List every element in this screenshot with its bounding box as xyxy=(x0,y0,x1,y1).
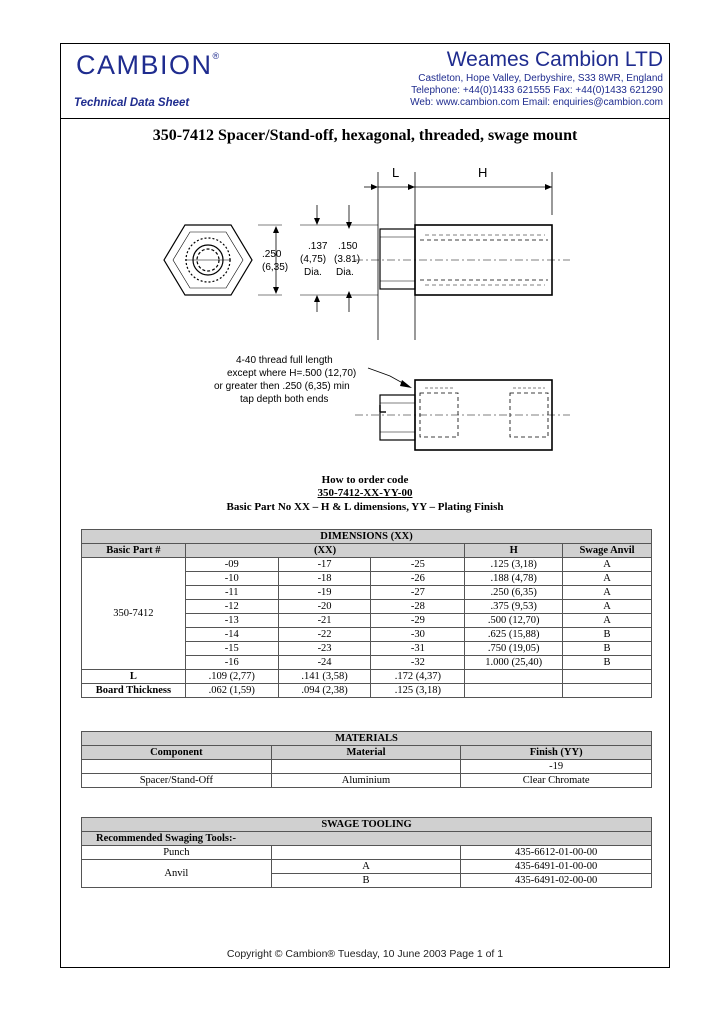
table-cell: .094 (2,38) xyxy=(278,684,371,698)
basic-part-number: 350-7412 xyxy=(82,558,186,670)
table-cell: B xyxy=(563,656,652,670)
thread-note-3: or greater then .250 (6,35) min xyxy=(214,381,350,392)
company-name: Weames Cambion LTD xyxy=(446,48,663,71)
table-cell: .172 (4,37) xyxy=(371,670,465,684)
table-cell: -18 xyxy=(278,572,371,586)
punch-label: Punch xyxy=(82,846,272,860)
col-swage-anvil: Swage Anvil xyxy=(563,544,652,558)
table-cell: -11 xyxy=(185,586,278,600)
dia-label-1: Dia. xyxy=(304,267,322,278)
table-cell: A xyxy=(563,600,652,614)
table-cell: -25 xyxy=(371,558,465,572)
thread-note-1: 4-40 thread full length xyxy=(236,355,333,366)
table-cell: -15 xyxy=(185,642,278,656)
anvil-a-part: 435-6491-01-00-00 xyxy=(461,860,652,874)
dimensions-title: DIMENSIONS (XX) xyxy=(82,530,652,544)
table-cell: -27 xyxy=(371,586,465,600)
col-h: H xyxy=(465,544,563,558)
material-value: Aluminium xyxy=(271,774,461,788)
table-cell: .188 (4,78) xyxy=(465,572,563,586)
dim-137: .137 xyxy=(308,241,328,252)
table-cell: B xyxy=(563,642,652,656)
table-cell: -30 xyxy=(371,628,465,642)
table-cell: 1.000 (25,40) xyxy=(465,656,563,670)
table-cell: .125 (3,18) xyxy=(371,684,465,698)
table-cell: A xyxy=(563,558,652,572)
table-cell: -21 xyxy=(278,614,371,628)
company-phone: Telephone: +44(0)1433 621555 Fax: +44(0)1433 621290 xyxy=(411,85,663,96)
table-cell: -26 xyxy=(371,572,465,586)
anvil-b-label: B xyxy=(271,874,461,888)
dia-label-2: Dia. xyxy=(336,267,354,278)
anvil-a-label: A xyxy=(271,860,461,874)
order-code-heading: How to order code xyxy=(321,474,409,486)
table-cell: -20 xyxy=(278,600,371,614)
table-cell: -28 xyxy=(371,600,465,614)
table-cell: .125 (3,18) xyxy=(465,558,563,572)
component-value: Spacer/Stand-Off xyxy=(82,774,272,788)
table-cell: .750 (19,05) xyxy=(465,642,563,656)
swage-tooling-table xyxy=(81,817,652,888)
row-l-label: L xyxy=(82,670,186,684)
table-cell: -23 xyxy=(278,642,371,656)
dim-150: .150 xyxy=(338,241,358,252)
table-cell: -09 xyxy=(185,558,278,572)
technical-drawing xyxy=(150,160,580,460)
table-cell: -17 xyxy=(278,558,371,572)
punch-part: 435-6612-01-00-00 xyxy=(461,846,652,860)
swage-title: SWAGE TOOLING xyxy=(82,818,652,832)
thread-note-4: tap depth both ends xyxy=(240,394,329,405)
table-cell: .625 (15,88) xyxy=(465,628,563,642)
anvil-label: Anvil xyxy=(82,860,272,888)
dimensions-table xyxy=(81,529,652,698)
table-row xyxy=(82,558,652,572)
table-cell: -29 xyxy=(371,614,465,628)
table-cell: -31 xyxy=(371,642,465,656)
col-xx: (XX) xyxy=(185,544,464,558)
dim-250: .250 xyxy=(262,249,282,260)
table-cell: .375 (9,53) xyxy=(465,600,563,614)
table-cell: -32 xyxy=(371,656,465,670)
materials-title: MATERIALS xyxy=(82,732,652,746)
anvil-b-part: 435-6491-02-00-00 xyxy=(461,874,652,888)
table-cell: -19 xyxy=(278,586,371,600)
table-cell: -12 xyxy=(185,600,278,614)
col-finish: Finish (YY) xyxy=(461,746,652,760)
order-code-explanation: Basic Part No XX – H & L dimensions, YY – Plating Finish xyxy=(226,501,504,513)
table-cell: A xyxy=(563,586,652,600)
label-L: L xyxy=(392,165,400,180)
table-cell: B xyxy=(563,628,652,642)
table-cell: -22 xyxy=(278,628,371,642)
company-web: Web: www.cambion.com Email: enquiries@cambion.com xyxy=(410,97,663,108)
header-divider xyxy=(60,118,670,119)
table-cell: -13 xyxy=(185,614,278,628)
dim-137-mm: (4,75) xyxy=(300,254,327,265)
label-H: H xyxy=(478,165,488,180)
table-cell: A xyxy=(563,572,652,586)
col-component: Component xyxy=(82,746,272,760)
copyright-footer: Copyright © Cambion® Tuesday, 10 June 2003 Page 1 of 1 xyxy=(226,948,504,960)
table-cell: -16 xyxy=(185,656,278,670)
col-material: Material xyxy=(271,746,461,760)
table-cell: .500 (12,70) xyxy=(465,614,563,628)
cambion-logo: CAMBION® xyxy=(76,50,220,80)
table-cell: .250 (6,35) xyxy=(465,586,563,600)
table-cell: .062 (1,59) xyxy=(185,684,278,698)
finish-value: Clear Chromate xyxy=(461,774,652,788)
table-cell: -14 xyxy=(185,628,278,642)
table-cell: -24 xyxy=(278,656,371,670)
thread-note-2: except where H=.500 (12,70) xyxy=(227,368,357,379)
document-subtitle: Technical Data Sheet xyxy=(74,97,190,109)
table-cell: .109 (2,77) xyxy=(185,670,278,684)
company-address: Castleton, Hope Valley, Derbyshire, S33 8WR, England xyxy=(418,73,663,84)
row-board-thickness-label: Board Thickness xyxy=(82,684,186,698)
finish-code: -19 xyxy=(461,760,652,774)
table-cell: .141 (3,58) xyxy=(278,670,371,684)
materials-table xyxy=(81,731,652,788)
recommended-tools-label: Recommended Swaging Tools:- xyxy=(82,832,652,846)
page-title: 350-7412 Spacer/Stand-off, hexagonal, threaded, swage mount xyxy=(152,127,578,144)
dim-250-mm: (6,35) xyxy=(262,262,289,273)
col-basic-part: Basic Part # xyxy=(82,544,186,558)
order-code: 350-7412-XX-YY-00 xyxy=(317,487,413,499)
table-cell: A xyxy=(563,614,652,628)
dim-150-mm: (3.81) xyxy=(334,254,361,265)
table-cell: -10 xyxy=(185,572,278,586)
